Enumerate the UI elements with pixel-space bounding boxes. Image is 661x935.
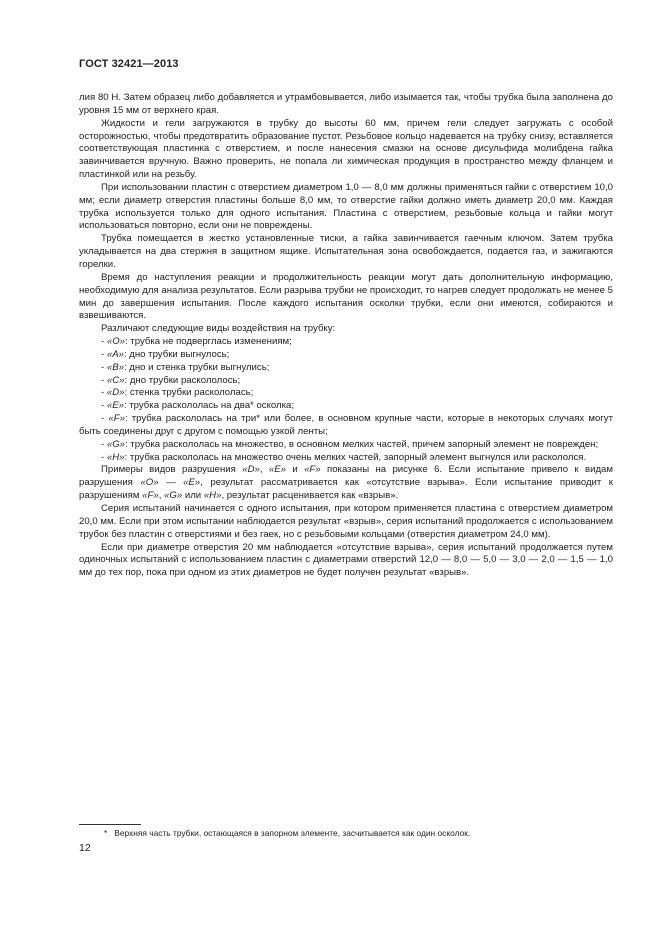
list-item-text: : трубка раскололась на множество, в основном мелких частей, причем запорный элемент не поврежден; (125, 438, 599, 450)
footnote-divider (79, 824, 141, 825)
list-item: - «G»: трубка раскололась на множество, в основном мелких частей, причем запорный элемент не поврежден; (101, 438, 599, 450)
effect-code: «F» (108, 413, 125, 425)
list-item: - «H»: трубка раскололась на множество очень мелких частей, запорный элемент выгнулся или раскололся. (101, 451, 587, 463)
footnote-text: Верхняя часть трубки, остающаяся в запорном элементе, засчитывается как один осколок. (114, 828, 471, 838)
list-item: - «C»: дно трубки раскололось; (101, 374, 241, 386)
footnote (104, 828, 470, 839)
list-item-text: : трубка раскололась на множество очень мелких частей, запорный элемент выгнулся или раскололся. (124, 451, 587, 463)
effect-code: «C» (106, 374, 125, 386)
list-item: - «E»: трубка раскололась на два* осколка; (101, 400, 295, 412)
effect-code: «A» (106, 348, 124, 360)
paragraph: При использовании пластин с отверстием диаметром 1,0 — 8,0 мм должны применяться гайки с отверстием 10,0 мм; если диаметр отверстия пластины больше 8,0 мм, то отверстие гайки должно иметь диаметр 20,0 мм. Каждая трубка используется только для одного испытания. Пластина с отверстием, резьбовые кольца и гайки могут использоваться повторно, если они не повреждены. (79, 181, 613, 232)
effect-code: «D» (106, 387, 125, 399)
list-item: - «A»: дно трубки выгнулось; (101, 348, 230, 360)
list-item-text: : дно и стенка трубки выгнулись; (123, 361, 270, 373)
list-item-text: : трубка не подверглась изменениям; (125, 336, 292, 348)
list-item: - «B»: дно и стенка трубки выгнулись; (101, 361, 270, 373)
document-header: ГОСТ 32421—2013 (79, 58, 179, 70)
paragraph: Серия испытаний начинается с одного испытания, при котором применяется пластина с отверстием диаметром 20,0 мм. Если при этом испытании наблюдается результат «взрыв», серия испытаний продолжается с использованием трубок без пластин с отверстиями и без гаек, но с резьбовыми кольцами (отверстия диаметром 24,0 мм). (79, 503, 613, 540)
list-item: - «O»: трубка не подверглась изменениям; (101, 336, 292, 348)
effect-code: «H» (106, 451, 125, 463)
effect-code: «G» (106, 438, 126, 450)
list-item: - «F»: трубка раскололась на три* или более, в основном крупные части, которые в некоторых случаях могут быть соединены друг с другом с помощью узкой ленты; (79, 413, 613, 437)
document-body (79, 92, 613, 580)
paragraph: Время до наступления реакции и продолжительность реакции могут дать дополнительную информацию, необходимую для анализа результатов. Если разрыва трубки не происходит, то нагрев следует продолжать не менее 5 мин до завершения испытания. После каждого испытания осколки трубки, если они имеются, собираются и взвешиваются. (79, 271, 613, 322)
list-item-text: : трубка раскололась на три* или более, в основном крупные части, которые в некоторых случаях могут быть соединены друг с другом с помощью узкой ленты; (79, 413, 613, 437)
paragraph: Если при диаметре отверстия 20 мм наблюдается «отсутствие взрыва», серия испытаний продолжается путем одиночных испытаний с использованием пластин с диаметрами отверстий 12,0 — 8,0 — 5,0 — 3,0 — 2,0 — 1,5 — 1,0 мм до тех пор, пока при одном из этих диаметров не будет получен результат «взрыв». (79, 541, 613, 579)
paragraph: лия 80 Н. Затем образец либо добавляется и утрамбовывается, либо изымается так, чтобы трубка была заполнена до уровня 15 мм от верхнего края. (79, 92, 613, 116)
paragraph: Жидкости и гели загружаются в трубку до высоты 60 мм, причем гели следует загружать с особой осторожностью, чтобы предотвратить образование пустот. Резьбовое кольцо надевается на трубку снизу, вставляется соответствующая пластинка с отверстием, и после нанесения смазки на основе дисульфида молибдена гайка завинчивается вручную. Важно проверить, не попала ли химическая продукция в пространство между фланцем и пластинкой или на резьбу. (79, 117, 613, 181)
effect-code: «B» (106, 361, 124, 373)
page-number: 12 (79, 842, 91, 854)
footnote-marker: * (104, 828, 108, 838)
list-item: - «D»: стенка трубки раскололась; (101, 387, 254, 399)
effect-code: «O» (106, 336, 126, 348)
effect-code: «E» (106, 400, 124, 412)
paragraph: Трубка помещается в жестко установленные тиски, а гайка завинчивается гаечным ключом. Затем трубка укладывается на два стержня в защитном ящике. Испытательная зона освобождается, подается газ, и зажигаются горелки. (79, 233, 613, 270)
list-item-text: : стенка трубки раскололась; (124, 387, 254, 399)
paragraph: Примеры видов разрушения «D», «E» и «F» показаны на рисунке 6. Если испытание привело к видам разрушения «O» — «E», результат рассматривается как «отсутствие взрыва». Если испытание приводит к разрушениям «F», «G» или «H», результат расценивается как «взрыв». (79, 464, 613, 502)
list-item-text: : трубка раскололась на два* осколка; (123, 400, 295, 412)
list-item-text: : дно трубки раскололось; (124, 374, 241, 386)
list-item-text: : дно трубки выгнулось; (123, 348, 230, 360)
paragraph: Различают следующие виды воздействия на трубку: (101, 323, 336, 335)
